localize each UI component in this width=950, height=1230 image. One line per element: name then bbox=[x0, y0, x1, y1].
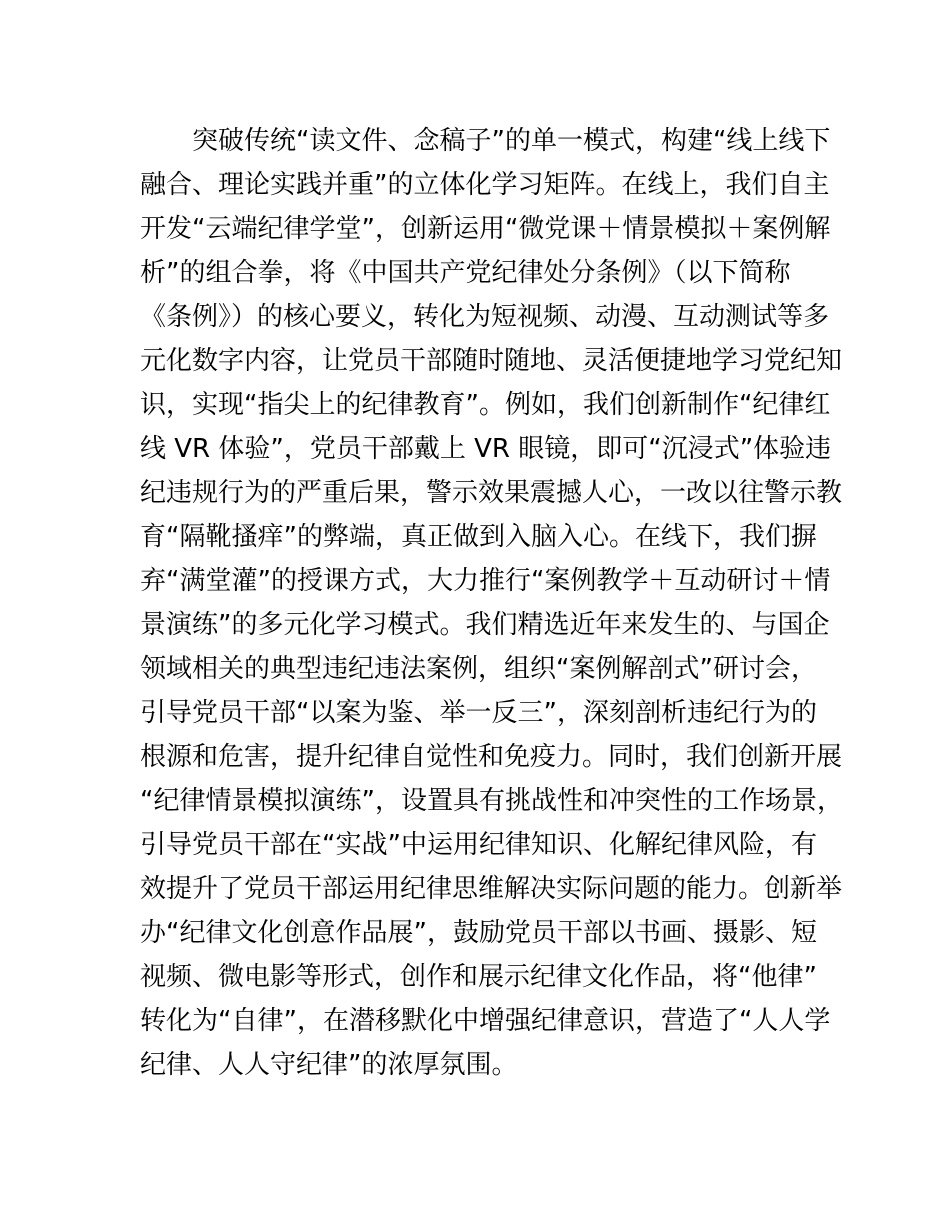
paragraph-line: 办“纪律文化创意作品展”，鼓励党员干部以书画、摄影、短 bbox=[140, 918, 817, 948]
paragraph-line: 开发“云端纪律学堂”，创新运用“微党课＋情景模拟＋案例解 bbox=[140, 214, 831, 244]
paragraph-line: 引导党员干部在“实战”中运用纪律知识、化解纪律风险，有 bbox=[140, 830, 817, 860]
paragraph-line: 引导党员干部“以案为鉴、举一反三”，深刻剖析违纪行为的 bbox=[140, 698, 817, 728]
paragraph-line: 转化为“自律”，在潜移默化中增强纪律意识，营造了“人人学 bbox=[140, 1006, 831, 1036]
paragraph-line: 育“隔靴搔痒”的弊端，真正做到入脑入心。在线下，我们摒 bbox=[140, 522, 817, 552]
paragraph-line: 突破传统“读文件、念稿子”的单一模式，构建“线上线下 bbox=[192, 126, 831, 156]
paragraph-line: 视频、微电影等形式，创作和展示纪律文化作品，将“他律” bbox=[140, 962, 817, 992]
body-paragraph bbox=[140, 119, 843, 1087]
paragraph-line: 纪违规行为的严重后果，警示效果震撼人心，一改以往警示教 bbox=[140, 478, 843, 508]
paragraph-line: 领域相关的典型违纪违法案例，组织“案例解剖式”研讨会， bbox=[140, 654, 817, 684]
paragraph-line: 效提升了党员干部运用纪律思维解决实际问题的能力。创新举 bbox=[140, 874, 843, 904]
paragraph-line: 融合、理论实践并重”的立体化学习矩阵。在线上，我们自主 bbox=[140, 170, 830, 200]
paragraph-line: 线 VR 体验”，党员干部戴上 VR 眼镜，即可“沉浸式”体验违 bbox=[140, 434, 832, 464]
paragraph-line: 《条例》）的核心要义，转化为短视频、动漫、互动测试等多 bbox=[140, 302, 830, 332]
paragraph-line: 析”的组合拳，将《中国共产党纪律处分条例》（以下简称 bbox=[140, 258, 791, 288]
paragraph-line: 纪律、人人守纪律”的浓厚氛围。 bbox=[140, 1050, 518, 1080]
paragraph-line: 识，实现“指尖上的纪律教育”。例如，我们创新制作“纪律红 bbox=[140, 390, 831, 420]
paragraph-line: “纪律情景模拟演练”，设置具有挑战性和冲突性的工作场景， bbox=[140, 786, 843, 816]
paragraph-line: 根源和危害，提升纪律自觉性和免疫力。同时，我们创新开展 bbox=[140, 742, 843, 772]
paragraph-line: 景演练”的多元化学习模式。我们精选近年来发生的、与国企 bbox=[140, 610, 830, 640]
paragraph-line: 弃“满堂灌”的授课方式，大力推行“案例教学＋互动研讨＋情 bbox=[140, 566, 831, 596]
paragraph-line: 元化数字内容，让党员干部随时随地、灵活便捷地学习党纪知 bbox=[140, 346, 843, 376]
